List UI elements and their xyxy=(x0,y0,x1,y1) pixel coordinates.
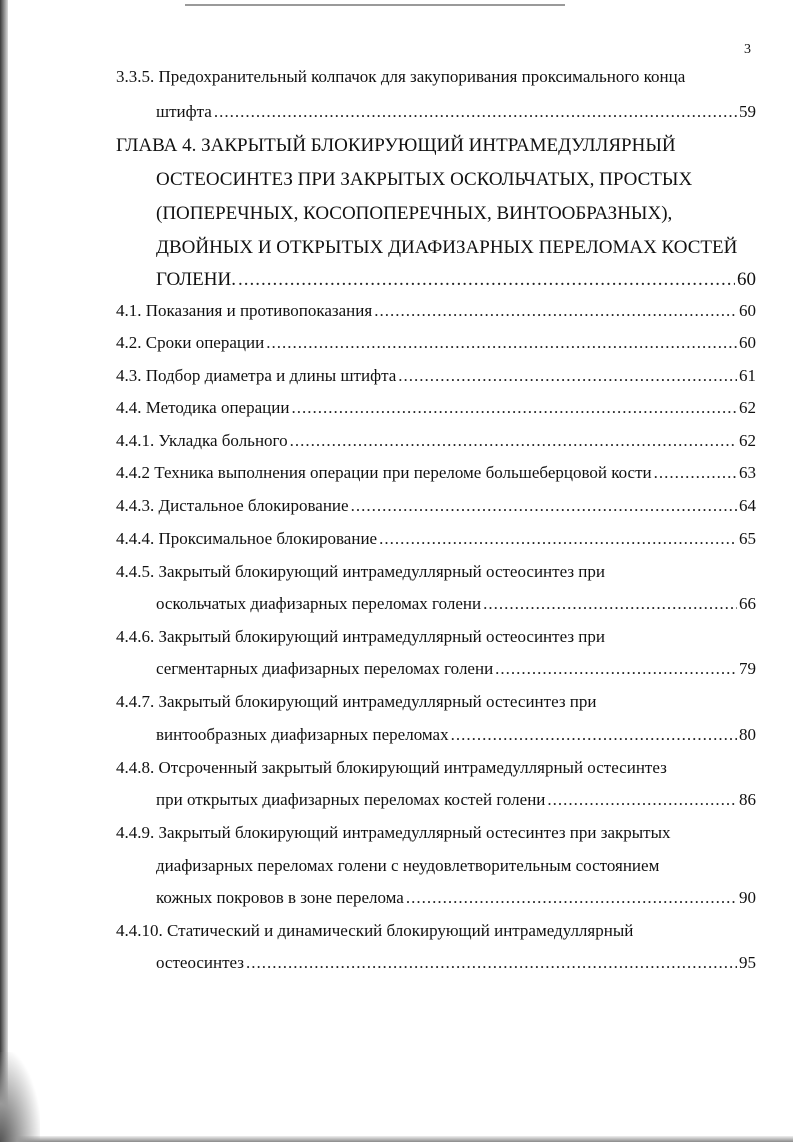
toc-entry-title: диафизарных переломах голени с неудовлетворительным состоянием xyxy=(156,856,660,875)
toc-entry-title: 4.4. Методика операции xyxy=(116,398,290,417)
toc-entry-title: 4.4.4. Проксимальное блокирование xyxy=(116,529,378,548)
toc-entry-title: 4.1. Показания и противопоказания xyxy=(116,301,373,320)
toc-entry xyxy=(116,131,676,161)
toc-entry xyxy=(116,393,756,423)
toc-entry-title: 4.4.9. Закрытый блокирующий интрамедуллярный остесинтез при закрытых xyxy=(116,823,671,842)
toc-entry xyxy=(156,785,756,815)
scan-left-edge xyxy=(0,0,8,1142)
toc-entry xyxy=(116,328,756,358)
toc-entry xyxy=(116,818,671,848)
toc-page-number: 59 xyxy=(739,102,756,121)
toc-leader-dots xyxy=(406,883,737,913)
toc-page-number: 60 xyxy=(739,301,756,320)
toc-page-number: 63 xyxy=(739,463,756,482)
toc-entry-title: 4.4.2 Техника выполнения операции при переломе большеберцовой кости xyxy=(116,463,652,482)
toc-entry-title: остеосинтез xyxy=(156,953,245,972)
toc-entry xyxy=(156,948,756,978)
toc-entry-title: 4.4.6. Закрытый блокирующий интрамедуллярный остеосинтез при xyxy=(116,627,605,646)
toc-leader-dots xyxy=(495,654,737,684)
scan-corner-shadow xyxy=(0,1052,40,1142)
toc-entry xyxy=(156,165,692,195)
toc-entry-title: 4.4.10. Статический и динамический блокирующий интрамедуллярный xyxy=(116,921,634,940)
toc-page-number: 80 xyxy=(739,725,756,744)
toc-entry xyxy=(116,753,667,783)
toc-page-number: 86 xyxy=(739,790,756,809)
scan-bottom-edge xyxy=(0,1136,793,1142)
toc-entry xyxy=(116,524,756,554)
toc-leader-dots xyxy=(238,265,735,295)
toc-leader-dots xyxy=(451,720,737,750)
toc-page-number: 61 xyxy=(739,366,756,385)
toc-leader-dots xyxy=(246,948,737,978)
toc-entry-title: сегментарных диафизарных переломах голени xyxy=(156,659,494,678)
toc-leader-dots xyxy=(351,491,737,521)
toc-entry-title: 4.4.5. Закрытый блокирующий интрамедуллярный остеосинтез при xyxy=(116,562,605,581)
toc-leader-dots xyxy=(214,97,737,127)
toc-page-number: 62 xyxy=(739,431,756,450)
toc-entry-title: ГЛАВА 4. ЗАКРЫТЫЙ БЛОКИРУЮЩИЙ ИНТРАМЕДУЛЛЯРНЫЙ xyxy=(116,135,676,156)
toc-entry xyxy=(116,62,685,92)
toc-entry-title: 4.4.1. Укладка больного xyxy=(116,431,288,450)
toc-entry-title: кожных покровов в зоне перелома xyxy=(156,888,404,907)
toc-entry-title: 4.2. Сроки операции xyxy=(116,333,265,352)
toc-entry xyxy=(116,491,756,521)
toc-entry xyxy=(156,654,756,684)
toc-entry xyxy=(116,296,756,326)
toc-leader-dots xyxy=(398,361,737,391)
toc-entry-title: штифта xyxy=(156,102,212,121)
toc-entry xyxy=(156,199,672,229)
toc-entry-title: ГОЛЕНИ. xyxy=(156,269,236,290)
toc-entry xyxy=(116,458,756,488)
toc-page-number: 95 xyxy=(739,953,756,972)
toc-leader-dots xyxy=(654,458,737,488)
toc-entry xyxy=(156,720,756,750)
toc-entry xyxy=(156,851,659,881)
toc-page-number: 64 xyxy=(739,496,756,515)
toc-entry-title: винтообразных диафизарных переломах xyxy=(156,725,449,744)
toc-page-number: 60 xyxy=(737,269,756,290)
toc-leader-dots xyxy=(374,296,737,326)
toc-entry-title: 3.3.5. Предохранительный колпачок для закупоривания проксимального конца xyxy=(116,67,686,86)
toc-entry xyxy=(116,687,596,717)
toc-entry xyxy=(156,265,756,295)
toc-entry xyxy=(116,622,605,652)
toc-page-number: 62 xyxy=(739,398,756,417)
page-number: 3 xyxy=(744,42,751,57)
toc-page-number: 65 xyxy=(739,529,756,548)
toc-entry xyxy=(156,97,756,127)
toc-entry xyxy=(116,426,756,456)
toc-entry xyxy=(116,557,605,587)
toc-entry-title: 4.4.3. Дистальное блокирование xyxy=(116,496,349,515)
toc-leader-dots xyxy=(379,524,737,554)
toc-entry-title: оскольчатых диафизарных переломах голени xyxy=(156,594,482,613)
toc-page-number: 79 xyxy=(739,659,756,678)
toc-entry-title: (ПОПЕРЕЧНЫХ, КОСОПОПЕРЕЧНЫХ, ВИНТООБРАЗНЫХ), xyxy=(156,203,673,224)
toc-entry-title: 4.4.8. Отсроченный закрытый блокирующий интрамедуллярный остесинтез xyxy=(116,758,667,777)
toc-leader-dots xyxy=(290,426,737,456)
scan-top-line xyxy=(185,4,565,6)
toc-leader-dots xyxy=(483,589,737,619)
toc-page-number: 66 xyxy=(739,594,756,613)
toc-entry xyxy=(156,883,756,913)
toc-leader-dots xyxy=(291,393,737,423)
toc-entry xyxy=(116,916,633,946)
toc-entry-title: 4.4.7. Закрытый блокирующий интрамедуллярный остесинтез при xyxy=(116,692,597,711)
toc-entry-title: ОСТЕОСИНТЕЗ ПРИ ЗАКРЫТЫХ ОСКОЛЬЧАТЫХ, ПРОСТЫХ xyxy=(156,169,693,190)
toc-entry xyxy=(116,361,756,391)
toc-entry-title: ДВОЙНЫХ И ОТКРЫТЫХ ДИАФИЗАРНЫХ ПЕРЕЛОМАХ КОСТЕЙ xyxy=(156,237,738,258)
toc-entry-title: 4.3. Подбор диаметра и длины штифта xyxy=(116,366,397,385)
toc-entry xyxy=(156,233,737,263)
toc-page-number: 90 xyxy=(739,888,756,907)
toc-entry xyxy=(156,589,756,619)
toc-leader-dots xyxy=(266,328,737,358)
toc-entry-title: при открытых диафизарных переломах костей голени xyxy=(156,790,546,809)
toc-page-number: 60 xyxy=(739,333,756,352)
toc-leader-dots xyxy=(547,785,737,815)
